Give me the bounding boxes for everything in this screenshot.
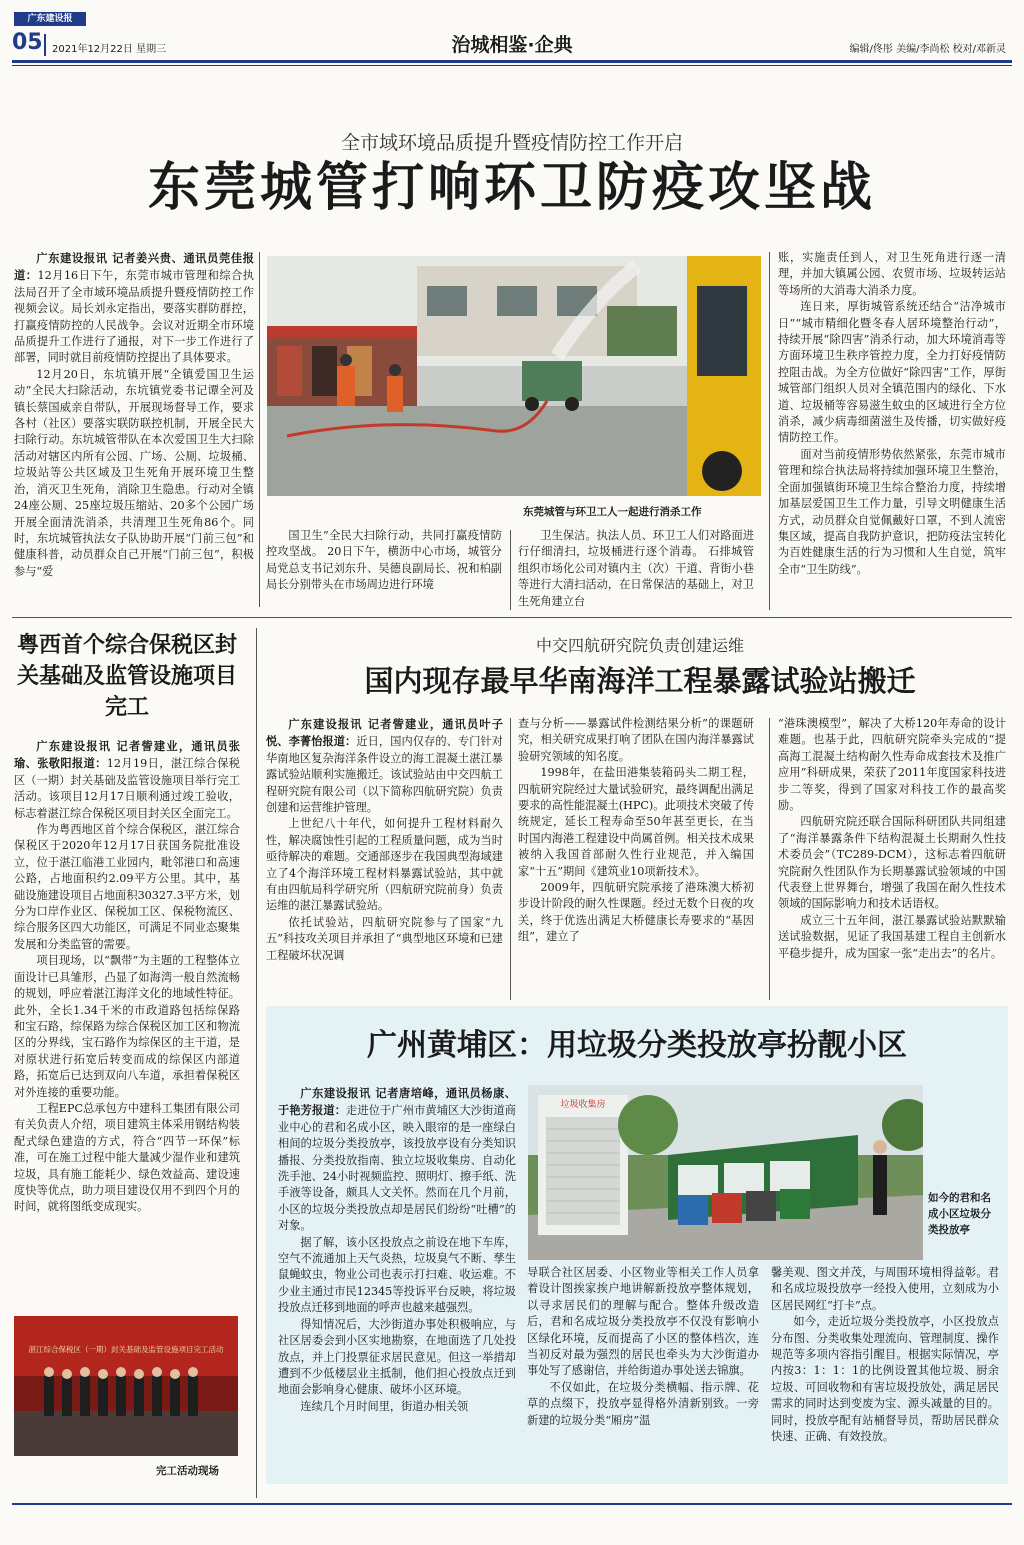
article1-paragraph: 12月20日，东坑镇开展“全镇爱国卫生运动”全民大扫除活动，东坑镇党委书记谭全河及镇长蔡国威亲自带队，开展现场督导工作，要求各村（社区）要落实联防联控机制，开展全民大扫除行动。东坑城管带队在本次爱国卫生大扫除活动对辖区内所有公园、广场、公厕、垃圾桶、垃圾站等公共区域及卫生死角开展环境卫生整治，消灭卫生死角，消除卫生隐患。行动对全镇24座公厕、25座垃圾压缩站、20多个公园广场开展全面清洗消杀，共清理卫生死角86个。同时，东坑城管执法女子队协助开展“门前三包”和健康科普，动员群众自己开展“门前三包”，积极参与“爱 bbox=[14, 367, 254, 578]
column-divider bbox=[769, 252, 770, 610]
article1-paragraph: 连日来，厚街城管系统还结合“洁净城市日”“城市精细化暨冬春人居环境整治行动”，持续开展“除四害”消杀行动，加大环境消毒等方面环境卫生秩序管控力度，全力打好疫情防控阻击战。为全方位做好“除四害”工作，厚街城管部门组织人员对全镇范围内的绿化、下水道、垃圾桶等容易滋生蚊虫的区域进行全方位消杀，减少病毒细菌滋生及传播，切实做好疫情防控工作。 bbox=[778, 300, 1006, 445]
article1-paragraph: 面对当前疫情形势依然紧张，东莞市城市管理和综合执法局将持续加强环境卫生整治，全面加强镇街环境卫生综合整治力度，持续增加基层爱国卫生工作力量，引导文明健康生活方式，动员群众自觉佩戴好口罩，不到人流密集区域，提高自我防护意识，把防疫法宝转化为百姓健康生活的行为习惯和人生自觉，筑牢全市“卫生防线”。 bbox=[778, 447, 1006, 576]
article2-photo bbox=[14, 1316, 238, 1456]
article1-photo-caption: 东莞城管与环卫工人一起进行消杀工作 bbox=[523, 506, 702, 518]
article1-paragraph: 账，实施责任到人，对卫生死角进行逐一清理，并加大镇属公园、农贸市场、垃圾转运站等场所的大消毒大消杀力度。 bbox=[778, 251, 1006, 297]
article1-headline: 东莞城管打响环卫防疫攻坚战 bbox=[147, 157, 876, 218]
article3-kicker: 中交四航研究院负责创建运维 bbox=[535, 636, 744, 655]
article1-paragraph: 国卫生”全民大扫除行动，共同打赢疫情防控攻坚战。 20日下午，横沥中心市场，城管分局党总支书记刘东升、吴德良副局长、祝和柏副局长分别带头在市场周边进行环境 bbox=[266, 529, 502, 592]
page-bottom-rule bbox=[12, 1503, 1012, 1505]
article3-headline: 国内现存最早华南海洋工程暴露试验站搬迁 bbox=[364, 664, 916, 698]
article3-paragraph: 2009年，四航研究院承接了港珠澳大桥初步设计阶段的耐久性课题。经过无数个日夜的攻关，终于优选出满足大桥健康长寿要求的“基因组”，建立了 bbox=[518, 881, 754, 944]
section-title: 治城相鉴·企典 bbox=[451, 34, 573, 56]
article4-paragraph: 据了解，该小区投放点之前设在地下车库，空气不流通加上天气炎热，垃圾臭气不断、孳生鼠蝇蚊虫，物业公司也表示打扫难、收运难。不少业主通过市民12345等投诉平台反映，将垃圾投放点迁移到地面的呼声也越来越强烈。 bbox=[278, 1235, 516, 1315]
article3-column-3 bbox=[778, 716, 1006, 1006]
article1-paragraph: 12月16日下午，东莞市城市管理和综合执法局召开了全市域环境品质提升暨疫情防控工作视频会议。局长刘永定指出，要落实群防群控，打赢疫情防控的人民战争。会议对近期全市环境品质提升工作进行了通报，对下一步工作进行了部署，同时就目前疫情防控提出了具体要求。 bbox=[14, 269, 254, 365]
article4-photo-sign: 垃圾收集房 bbox=[560, 1100, 606, 1110]
article3-paragraph: 依托试验站，四航研究院参与了国家“九五”科技攻关项目并承担了“典型地区环境和已建工程破坏状况调 bbox=[266, 915, 503, 962]
section-divider bbox=[12, 617, 1012, 618]
article4-photo bbox=[528, 1085, 923, 1260]
article2-photo-caption: 完工活动现场 bbox=[156, 1465, 219, 1477]
article4-photo-caption: 如今的君和名成小区垃圾分类投放亭 bbox=[928, 1192, 991, 1236]
article2-paragraph: 项目现场，以“飘带”为主题的工程整体立面设计已具雏形，凸显了如海湾一般自然流畅的规划，呼应着湛江海洋文化的地域性特征。此外，全长1.34千米的市政道路包括综保路和宝石路，综保路为综合保税区加工区和物流区的分界线，宝石路作为综保区的主干道，是对原状进行拓宽后转变而成的综保区内部道路，拓宽后已达到双向八车道，承担着保税区对外连接的重要功能。 bbox=[14, 954, 240, 1099]
editor-credits: 编辑/佟彤 美编/李尚松 校对/邓新灵 bbox=[849, 44, 1006, 55]
article4-paragraph: 馨美观、图文并茂，与周围环境相得益彰。君和名成垃圾投放亭一经投入使用，立刻成为小区居民网红“打卡”点。 bbox=[771, 1266, 999, 1312]
issue-date: 2021年12月22日 星期三 bbox=[52, 44, 167, 55]
article3-byline: 广东建设报讯 记者訾建业，通讯员叶子悦、李菁怡报道： bbox=[266, 717, 503, 749]
article4-byline: 广东建设报讯 记者唐培峰，通讯员杨康、于艳芳报道： bbox=[278, 1086, 516, 1118]
article2-byline: 广东建设报讯 记者訾建业，通讯员张瑜、张敬阳报道： bbox=[14, 739, 240, 771]
article2-paragraph: 工程EPC总承包方中建科工集团有限公司有关负责人介绍，项目建筑主体采用钢结构装配式绿色建造的方式，符合“四节一环保”标准，可在施工过程中能大量减少湿作业和建筑垃圾，具有施工能耗少、绿色效益高、建设速度快等优点，助力项目建设仅用不到四个月的时间，就将图纸变成现实。 bbox=[14, 1101, 240, 1214]
article3-paragraph: 上世纪八十年代，如何提升工程材料耐久性，解决腐蚀性引起的工程质量问题，成为当时亟待解决的难题。交通部逐步在我国典型海域建立了4个海洋环境工程材料暴露试验站，其中就有由四航局科学研究所（四航研究院前身）负责运维的湛江暴露试验站。 bbox=[266, 817, 503, 913]
article4-paragraph: 导联合社区居委、小区物业等相关工作人员拿着设计图挨家挨户地讲解新投放亭整体规划，以寻求居民们的理解与配合。整体升级改造后，君和名成垃圾分类投放亭不仅没有影响小区绿化环境，反而提高了小区的整体档次，连当初反对最为强烈的居民也牵头为大沙街道办事处写了感谢信，并给街道办事处送去锦旗。 bbox=[527, 1266, 759, 1378]
article3-paragraph: 四航研究院还联合国际科研团队共同组建了“海洋暴露条件下结构混凝土长期耐久性技术委员会”（TC289-DCM），这标志着四航研究院耐久性团队作为长期暴露试验领域的中国代表登上世界舞台，增强了我国在耐久性技术领域的国际影响力和技术话语权。 bbox=[778, 815, 1006, 911]
article4-column-1 bbox=[278, 1085, 516, 1477]
article1-column-4 bbox=[778, 250, 1006, 612]
article3-paragraph: 近日，国内仅存的、专门针对华南地区复杂海洋条件设立的海工混凝土湛江暴露试验站顺利实施搬迁。该试验站由中交四航工程研究院有限公司（以下简称四航研究院）负责创建和运营维护管理。 bbox=[266, 735, 503, 815]
article4-paragraph: 不仅如此，在垃圾分类横幅、指示牌、花草的点缀下，投放亭显得格外清新别致。一旁新建的垃圾分类“厢房”温 bbox=[527, 1380, 759, 1427]
article4-paragraph: 走进位于广州市黄埔区大沙街道商业中心的君和名成小区，映入眼帘的是一座绿白相间的垃圾分类投放亭，该投放亭设有分类知识播报、分类投放指南、独立垃圾收集房、自动化洗手池、24小时视频监控、照明灯、擦手纸、洗手液等设备，颇具人文关怀。然而在几个月前，小区的垃圾分类投放点却是居民们纷纷“吐槽”的对象。 bbox=[278, 1104, 516, 1233]
column-divider bbox=[510, 530, 511, 610]
column-divider bbox=[256, 628, 257, 1498]
article1-photo bbox=[267, 256, 761, 496]
article3-paragraph: 1998年，在盐田港集装箱码头二期工程，四航研究院经过大量试验研究，最终调配出满足要求的高性能混凝土(HPC)。此项技术突破了传统规定，延长工程寿命至50年甚至更长，在当时国内海港工程建设中尚属首例。相关技术成果被纳入我国首部耐久性行业规范，并入编国家“十五”期间《建筑业10项新技术》。 bbox=[518, 766, 754, 878]
article1-byline: 广东建设报讯 记者姜兴贵、通讯员莞佳报道： bbox=[14, 251, 254, 283]
article1-column-1 bbox=[14, 250, 254, 610]
column-divider bbox=[259, 252, 260, 607]
article2-headline: 粤西首个综合保税区封关基础及监管设施项目完工 bbox=[16, 632, 237, 720]
article1-column-2 bbox=[266, 528, 502, 613]
column-divider bbox=[510, 718, 511, 1000]
article3-paragraph: 成立三十五年间，湛江暴露试验站默默输送试验数据，见证了我国基建工程自主创新水平稳步提升，成为国家一张“走出去”的名片。 bbox=[778, 913, 1006, 960]
masthead-rule bbox=[12, 60, 1012, 63]
article4-column-3 bbox=[771, 1265, 999, 1477]
article3-paragraph: “港珠澳模型”，解决了大桥120年寿命的设计难题。也基于此，四航研究院牵头完成的“提高海工混凝土结构耐久性寿命成套技术及推广应用”科研成果，荣获了2011年度国家科技进步二等奖，得到了国家对科技工作的最高奖励。 bbox=[778, 717, 1006, 813]
masthead-rule-thin bbox=[12, 65, 1012, 66]
article1-column-3 bbox=[518, 528, 754, 613]
article4-headline: 广州黄埔区：用垃圾分类投放亭扮靓小区 bbox=[367, 1028, 907, 1063]
article3-column-2 bbox=[518, 716, 754, 1006]
column-divider bbox=[769, 718, 770, 1000]
article4-column-2 bbox=[527, 1265, 759, 1477]
article4-paragraph: 连续几个月时间里，街道办相关领 bbox=[300, 1399, 469, 1413]
article1-kicker: 全市域环境品质提升暨疫情防控工作开启 bbox=[340, 132, 683, 154]
article1-paragraph: 卫生保洁。执法人员、环卫工人们对路面进行仔细清扫，垃圾桶进行逐个消毒。 石排城管组织市场化公司对镇内主（次）干道、背街小巷等进行大清扫活动，在日常保洁的基础上，对卫生死角建立台 bbox=[518, 529, 754, 608]
page-number: 05 bbox=[12, 30, 43, 55]
article3-column-1 bbox=[266, 716, 503, 1006]
article3-paragraph: 查与分析——暴露试件检测结果分析”的课题研究，相关研究成果打响了团队在国内海洋暴露试验研究领域的知名度。 bbox=[518, 717, 754, 763]
article2-paragraph: 作为粤西地区首个综合保税区，湛江综合保税区于2020年12月17日获国务院批准设立，位于湛江临港工业园内，毗邻港口和高速公路，占地面积约2.09平方公里。其中，基础设施建设项目占地面积30327.3平方米，划分为口岸作业区、保税加工区、保税物流区、综合服务区四大功能区，可满足不同业态聚集发展和分类监管的需要。 bbox=[14, 823, 240, 951]
paper-name-tag: 广东建设报 bbox=[14, 12, 86, 26]
article2-photo-banner: 湛江综合保税区（一期）封关基础及监管设施项目完工活动 bbox=[28, 1345, 224, 1354]
article2-paragraph: 12月19日，湛江综合保税区（一期）封关基础及监管设施项目举行完工活动。该项目12月17日顺利通过竣工验收，标志着湛江综合保税区项目封关区全面完工。 bbox=[14, 757, 240, 820]
article4-paragraph: 得知情况后，大沙街道办事处积极响应，与社区居委会到小区实地勘察，在地面选了几处投放点，并上门投票征求居民意见。但这一举措却遭到不少低楼层业主抵制，他们担心投放点迁到地面会影响身心健康、破坏小区环境。 bbox=[278, 1317, 516, 1397]
article4-paragraph: 如今，走近垃圾分类投放亭，小区投放点分布图、分类收集处理流向、管理制度、操作规范等多项内容指引醒目。根据实际情况，亭内按3：1：1：1的比例设置其他垃圾、厨余垃圾、可回收物和有害垃圾投放处，满足居民需求的同时达到变废为宝、源头减量的目的。同时，投放亭配有站桶督导员，帮助居民群众快速、正确、有效投放。 bbox=[771, 1315, 999, 1444]
